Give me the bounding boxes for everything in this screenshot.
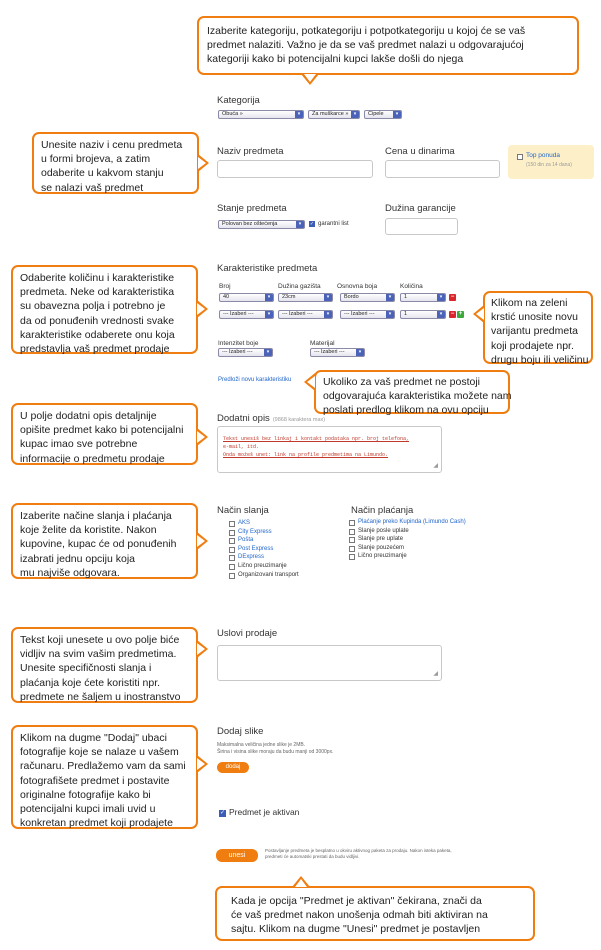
callout-terms xyxy=(11,627,198,703)
top-offer-price: (150 din za 14 dana) xyxy=(526,162,572,168)
callout-line: se nalazi vaš predmet xyxy=(41,181,144,194)
option-label: Lično preuzimanje xyxy=(358,553,407,560)
option-label: Organizovani transport xyxy=(238,571,299,578)
warranty-length-input[interactable] xyxy=(385,218,458,235)
callout-line: predstavlja vaš predmet prodaje xyxy=(20,342,170,355)
category-select-value: Obuća » xyxy=(222,111,243,117)
photos-note-line: Širina i visina slike moraju da budu manji od 3000px. xyxy=(217,749,334,755)
material-select[interactable] xyxy=(310,348,365,357)
option-label: Lično preuzimanje xyxy=(238,563,287,569)
color-intensity-select[interactable] xyxy=(218,348,273,357)
callout-line: kategoriji kako bi potencijalni kupci lakše došli do njega xyxy=(207,53,464,66)
color-select-value: --- Izaberi --- xyxy=(344,311,375,317)
callout-line: mu najviše odgovara. xyxy=(20,566,120,579)
price-input[interactable] xyxy=(385,160,500,178)
chevron-down-icon: ▾ xyxy=(386,311,394,318)
callout-line: koje želite da koristite. Nakon xyxy=(20,524,157,537)
insole-select[interactable] xyxy=(278,293,333,302)
callout-line: Klikom na dugme "Dodaj" ubaci xyxy=(20,732,167,744)
size-select-value: 40 xyxy=(223,294,230,300)
callout-name-pointer xyxy=(198,154,209,172)
remove-variant-icon[interactable]: − xyxy=(450,311,455,317)
size-select[interactable] xyxy=(219,293,274,302)
resize-grip-icon[interactable]: ◢ xyxy=(433,671,438,677)
callout-photos-pointer xyxy=(197,755,208,773)
callout-line: da od ponuđenih vrednosti svake xyxy=(20,314,175,327)
quantity-select-value: 1 xyxy=(404,311,408,317)
chevron-down-icon: ▾ xyxy=(393,111,401,118)
option-checkbox[interactable] xyxy=(349,529,355,535)
photos-label: Dodaj slike xyxy=(217,726,264,737)
callout-submit xyxy=(215,886,535,941)
callout-photos xyxy=(11,725,198,829)
callout-line: sajtu. Klikom na dugme "Unesi" predmet je postavljen xyxy=(231,923,481,936)
option-checkbox[interactable] xyxy=(229,530,235,536)
suggest-characteristic-link[interactable]: Predloži novu karakteristiku xyxy=(218,377,292,383)
quantity-select[interactable] xyxy=(400,293,446,302)
option-checkbox[interactable] xyxy=(349,546,355,552)
callout-line: Tekst koji unesete u ovo polje biće xyxy=(20,634,180,646)
insole-select-value: 23cm xyxy=(282,294,296,300)
quantity-select-value: 1 xyxy=(404,294,408,300)
callout-line: plaćanja koje ćete koristiti npr. xyxy=(20,676,161,689)
callout-line: Odaberite količinu i karakteristike xyxy=(20,272,175,284)
option-label: City Express xyxy=(238,528,272,535)
description-label xyxy=(217,413,325,424)
warranty-checkbox[interactable]: ✓ xyxy=(309,221,315,227)
callout-line: Izaberite kategoriju, potkategoriju i potpotkategoriju u kojoj će se vaš xyxy=(207,25,526,37)
photos-note xyxy=(217,742,333,756)
warranty-length-label: Dužina garancije xyxy=(385,203,456,214)
callout-line: Unesite naziv i cenu predmeta xyxy=(41,139,183,151)
column-size-label: Broj xyxy=(219,283,231,290)
color-intensity-label: Intenzitet boje xyxy=(218,340,259,347)
option-label: Slanje pouzećem xyxy=(358,544,405,551)
callout-suggest-pointer xyxy=(304,373,315,391)
submit-note-line: Postavljanje predmeta je besplatno u okviru aktivnog paketa za prodaju. Nakon isteka paketa, xyxy=(265,848,452,853)
quantity-select[interactable] xyxy=(400,310,446,319)
callout-suggest xyxy=(314,370,512,417)
callout-line: izabrati jednu opciju koja xyxy=(20,552,135,565)
callout-line: kupovine, kupac će od ponuđenih xyxy=(20,538,177,551)
chevron-down-icon: ▾ xyxy=(265,311,273,318)
option-checkbox[interactable] xyxy=(229,547,235,553)
material-label: Materijal xyxy=(310,340,335,347)
terms-label: Uslovi prodaje xyxy=(217,628,278,639)
characteristics-label: Karakteristike predmeta xyxy=(217,263,318,274)
subsubcategory-select-value: Cipele xyxy=(368,111,384,117)
callout-line: predmet nalaziti. Važno je da se vaš predmet nalazi u odgovarajućoj xyxy=(207,39,524,52)
callout-line: drugu boju ili veličinu xyxy=(491,353,589,366)
top-offer-label: Top ponuda xyxy=(526,152,560,159)
callout-line: kupac imao sve potrebne xyxy=(20,438,138,451)
callout-line: fotografije koje se nalaze u vašem xyxy=(20,746,179,759)
payment-label: Način plaćanja xyxy=(351,505,414,516)
description-title: Dodatni opis xyxy=(217,413,270,424)
callout-submit-pointer xyxy=(292,876,310,887)
submit-note xyxy=(265,848,452,861)
insole-select[interactable] xyxy=(278,310,333,319)
option-checkbox[interactable] xyxy=(229,573,235,579)
condition-label: Stanje predmeta xyxy=(217,203,287,214)
callout-line: krstić unosite novu xyxy=(491,311,578,324)
callout-line: odaberite u kakvom stanju xyxy=(41,167,164,180)
chevron-down-icon: ▾ xyxy=(295,111,303,118)
chevron-down-icon: ▾ xyxy=(264,349,272,356)
insole-select-value: --- Izaberi --- xyxy=(282,311,313,317)
callout-line: predmete ne šaljem u inostranstvo xyxy=(20,690,181,703)
description-line: e-mail, itd. xyxy=(223,444,260,450)
option-checkbox[interactable] xyxy=(229,538,235,544)
callout-shipping xyxy=(11,503,198,579)
callout-description xyxy=(11,403,198,465)
item-name-input[interactable] xyxy=(217,160,373,178)
option-checkbox[interactable] xyxy=(229,521,235,527)
callout-line: Unesite specifičnosti slanja i xyxy=(20,662,152,675)
callout-name-price xyxy=(32,132,199,194)
category-label: Kategorija xyxy=(217,95,260,106)
callout-category xyxy=(197,16,579,75)
chevron-down-icon: ▾ xyxy=(296,221,304,228)
callout-line: vidljiv na svim vašim predmetima. xyxy=(20,648,177,661)
option-checkbox[interactable] xyxy=(349,554,355,560)
item-name-label: Naziv predmeta xyxy=(217,146,284,157)
description-text xyxy=(223,435,409,459)
material-value: --- Izaberi --- xyxy=(314,349,345,355)
option-label: Plaćanje preko Kupinda (Limundo Cash) xyxy=(358,519,466,525)
color-intensity-value: --- Izaberi --- xyxy=(222,349,253,355)
option-label: DExpress xyxy=(238,554,265,561)
callout-category-pointer xyxy=(301,74,319,85)
description-char-limit: (9868 karaktera max) xyxy=(272,417,326,423)
callout-line: Klikom na zeleni xyxy=(491,297,568,309)
resize-grip-icon[interactable]: ◢ xyxy=(433,463,438,469)
description-line: Tekst unesiš bez linkaj i kontakt podataka npr. broj telefona, xyxy=(223,436,410,442)
category-select[interactable] xyxy=(218,110,304,119)
option-label: Post Express xyxy=(238,545,274,552)
size-select[interactable] xyxy=(219,310,274,319)
top-offer-checkbox[interactable] xyxy=(517,154,523,160)
callout-characteristics-pointer xyxy=(197,300,208,318)
condition-select-value: Polovan bez oštećenja xyxy=(222,221,278,227)
description-line: Onda možeš unet: link na profile predmetima na Limundo. xyxy=(223,452,389,458)
color-select-value: Bordo xyxy=(344,294,359,300)
callout-line: su obavezna polja i potrebno je xyxy=(20,300,166,313)
callout-line: opišite predmet kako bi potencijalni xyxy=(20,424,184,437)
callout-line: računaru. Predlažemo vam da sami xyxy=(20,760,186,773)
callout-line: originalne fotografije kako bi xyxy=(20,788,151,801)
callout-description-pointer xyxy=(197,428,208,446)
callout-line: fotografišete predmet i postavite xyxy=(20,774,170,787)
active-label: Predmet je aktivan xyxy=(229,807,300,817)
callout-line: odgovarajuća karakteristika možete nam xyxy=(323,390,512,403)
subcategory-select-value: Za muškarce » xyxy=(312,111,349,117)
chevron-down-icon: ▾ xyxy=(324,311,332,318)
submit-note-line: predmeti će automatski prestati da budu vidljivi. xyxy=(265,854,360,860)
callout-line: U polje dodatni opis detaljnije xyxy=(20,410,157,422)
callout-line: potencijalni kupci imali uvid u xyxy=(20,802,156,815)
callout-line: Kada je opcija "Predmet je aktivan" čekirana, znači da xyxy=(231,895,482,907)
warranty-card-label: garantni list xyxy=(318,221,349,227)
callout-characteristics xyxy=(11,265,198,354)
submit-button[interactable]: unesi xyxy=(216,849,258,862)
column-insole-label: Dužina gazišta xyxy=(278,283,321,290)
shipping-label: Način slanja xyxy=(217,505,269,516)
photos-note-line: Maksimalna veličina jedne slike je 2MB. xyxy=(217,742,306,748)
callout-shipping-pointer xyxy=(197,532,208,550)
chevron-down-icon: ▾ xyxy=(437,294,445,301)
option-label: Slanje posle uplate xyxy=(358,527,409,534)
callout-green-pointer xyxy=(473,305,484,323)
condition-select[interactable] xyxy=(218,220,305,229)
color-select[interactable] xyxy=(340,310,395,319)
price-label: Cena u dinarima xyxy=(385,146,455,157)
option-checkbox[interactable] xyxy=(349,537,355,543)
callout-line: poslati predlog klikom na ovu opciju xyxy=(323,404,489,417)
callout-line: koji prodajete npr. xyxy=(491,339,574,352)
option-label: Pošta xyxy=(238,537,254,544)
remove-variant-icon[interactable]: − xyxy=(450,294,455,300)
chevron-down-icon: ▾ xyxy=(356,349,364,356)
description-textarea[interactable] xyxy=(217,426,442,473)
column-quantity-label: Količina xyxy=(400,283,423,290)
option-checkbox[interactable] xyxy=(229,555,235,561)
option-checkbox[interactable] xyxy=(349,520,355,526)
add-variant-icon[interactable]: + xyxy=(458,311,463,317)
callout-line: karakteristike odaberete onu koja xyxy=(20,328,175,341)
chevron-down-icon: ▾ xyxy=(265,294,273,301)
chevron-down-icon: ▾ xyxy=(386,294,394,301)
color-select[interactable] xyxy=(340,293,395,302)
callout-line: u formi brojeva, a zatim xyxy=(41,153,151,166)
chevron-down-icon: ▾ xyxy=(324,294,332,301)
subsubcategory-select[interactable] xyxy=(364,110,402,119)
column-color-label: Osnovna boja xyxy=(337,283,378,290)
callout-line: Ukoliko za vaš predmet ne postoji xyxy=(323,376,480,388)
callout-line: konkretan predmet koji prodajete xyxy=(20,817,173,830)
option-label: AKS xyxy=(238,520,251,526)
callout-line: će vaš predmet nakon unošenja odmah biti aktiviran na xyxy=(231,909,488,922)
callout-terms-pointer xyxy=(197,640,208,658)
option-label: Slanje pre uplate xyxy=(358,536,404,543)
subcategory-select[interactable] xyxy=(308,110,360,119)
callout-green-plus xyxy=(483,291,593,364)
chevron-down-icon: ▾ xyxy=(351,111,359,118)
callout-line: Izaberite načine slanja i plaćanja xyxy=(20,510,172,522)
callout-line: predmeta. Neke od karakteristika xyxy=(20,286,175,299)
chevron-down-icon: ▾ xyxy=(437,311,445,318)
terms-textarea[interactable] xyxy=(217,645,442,681)
add-photo-button[interactable]: dodaj xyxy=(217,762,249,773)
option-checkbox[interactable] xyxy=(229,564,235,570)
callout-line: informacije o predmetu prodaje xyxy=(20,452,165,465)
active-checkbox[interactable]: ✓ xyxy=(219,810,226,816)
size-select-value: --- Izaberi --- xyxy=(223,311,254,317)
callout-line: varijantu predmeta xyxy=(491,325,578,338)
